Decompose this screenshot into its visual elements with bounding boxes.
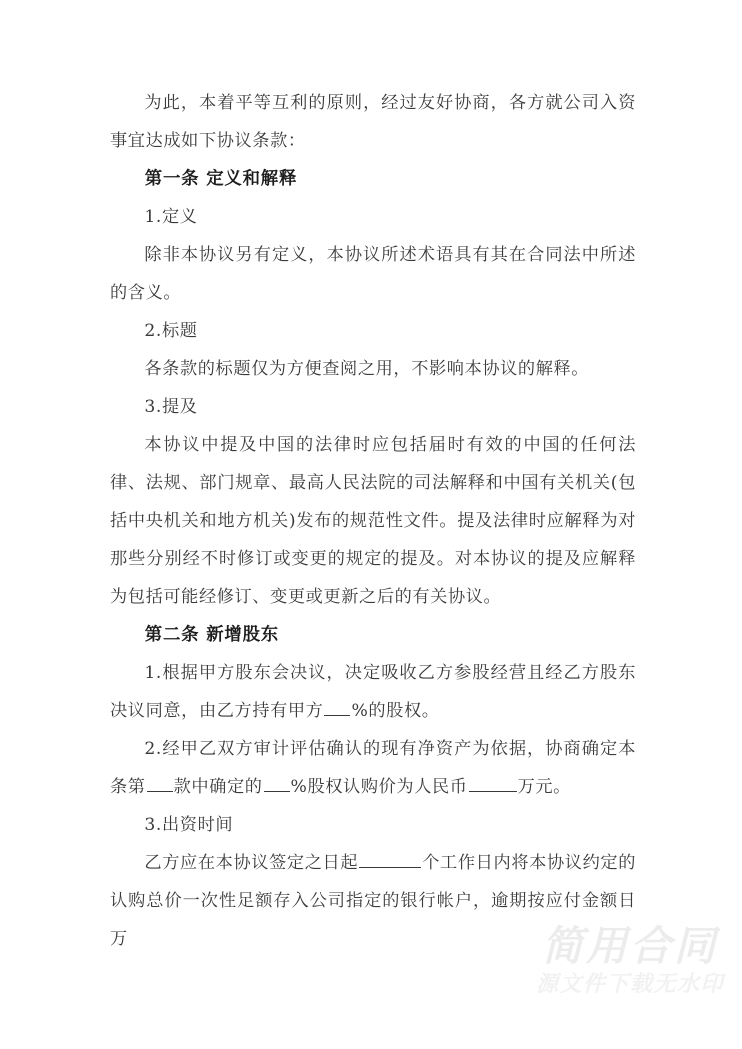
fill-blank-share-percent[interactable] (264, 776, 290, 792)
fill-blank-working-days[interactable] (359, 852, 421, 868)
item-2-2-text-part-2: 款中确定的 (173, 777, 263, 797)
item-label-1-1: 1.定义 (144, 207, 198, 227)
item-2-1-text-part-2: %的股权。 (351, 701, 440, 721)
watermark-tagline: 源文件下载无水印 (535, 972, 724, 997)
item-2-3-text-part-1: 乙方应在本协议签定之日起 (144, 853, 359, 873)
item-label-1-2: 2.标题 (144, 321, 198, 341)
item-2-3-text-part-2: 个工作日内将本协议约定的认购总价一次性足额存入公司指定的银行帐户，逾期按应付金额日万 (110, 853, 637, 949)
paragraph-intro: 为此，本着平等互利的原则，经过友好协商，各方就公司入资事宜达成如下协议条款： (110, 93, 636, 151)
fill-blank-equity-percent[interactable] (324, 700, 350, 716)
heading-article-2: 第二条 新增股东 (144, 625, 279, 645)
fill-blank-clause-number[interactable] (147, 776, 173, 792)
heading-article-1: 第一条 定义和解释 (144, 169, 298, 189)
watermark-brand: 简用合同 (541, 921, 718, 970)
item-2-2-text-part-4: 万元。 (517, 777, 571, 797)
item-body-1-1: 除非本协议另有定义，本协议所述术语具有其在合同法中所述的含义。 (110, 245, 636, 303)
item-2-2-text-part-1: 2.经甲乙双方审计评估确认的现有净资产为依据，协商确定本条第 (110, 739, 636, 797)
item-label-1-3: 3.提及 (144, 397, 198, 417)
item-label-2-3: 3.出资时间 (144, 815, 234, 835)
item-body-2-1 (110, 654, 636, 730)
item-body-2-3 (110, 844, 636, 958)
fill-blank-amount-wan[interactable] (469, 776, 517, 792)
document-body (110, 84, 636, 958)
item-2-1-text-part-1: 1.根据甲方股东会决议，决定吸收乙方参股经营且经乙方股东决议同意，由乙方持有甲方 (110, 663, 636, 721)
item-body-1-2: 各条款的标题仅为方便查阅之用，不影响本协议的解释。 (144, 359, 590, 379)
item-2-2-text-part-3: %股权认购价为人民币 (290, 777, 468, 797)
item-body-1-3: 本协议中提及中国的法律时应包括届时有效的中国的任何法律、法规、部门规章、最高人民法院的司法解释和中国有关机关(包括中央机关和地方机关)发布的规范性文件。提及法律时应解释为对那些分别经不时修订或变更的规定的提及。对本协议的提及应解释为包括可能经修订、变更或更新之后的有关协议。 (110, 435, 636, 607)
item-body-2-2 (110, 730, 636, 806)
